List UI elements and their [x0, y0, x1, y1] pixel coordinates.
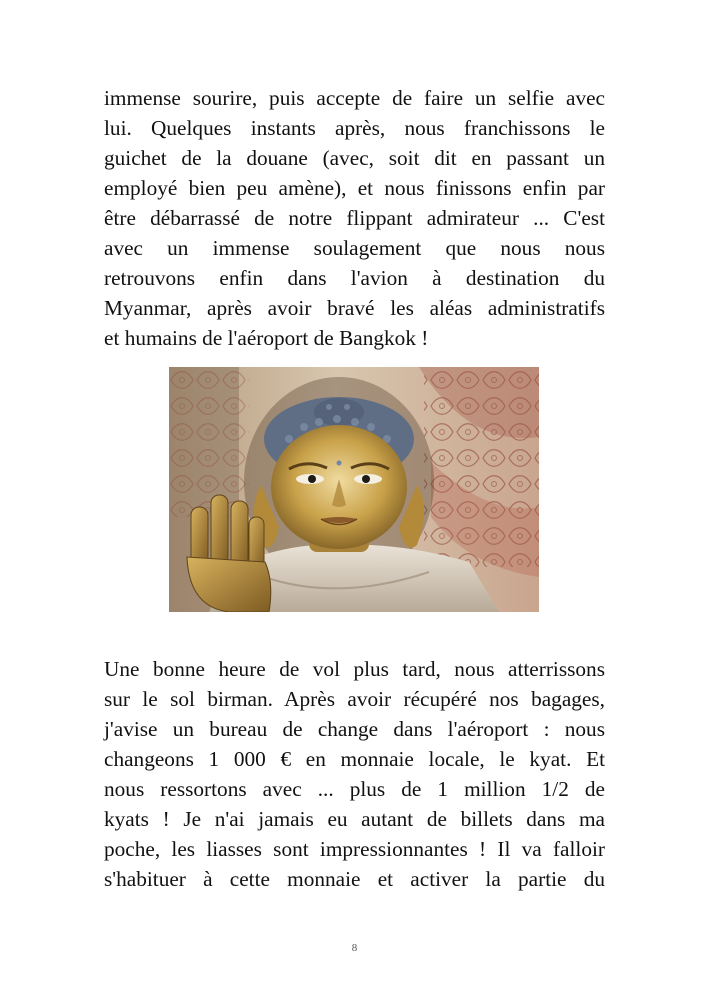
text-line: Une bonne heure de vol plus tard, nous atterrissons: [104, 657, 605, 681]
body-paragraph-1: [104, 83, 605, 353]
text-line: et humains de l'aéroport de Bangkok !: [104, 326, 429, 350]
text-line: employé bien peu amène), et nous finissons enfin par: [104, 176, 605, 200]
text-line: changeons 1 000 € en monnaie locale, le kyat. Et: [104, 747, 605, 771]
text-line: lui. Quelques instants après, nous franchissons le: [104, 116, 605, 140]
text-line: nous ressortons avec ... plus de 1 million 1/2 de: [104, 777, 605, 801]
page-number: 8: [351, 942, 358, 954]
text-line: j'avise un bureau de change dans l'aéroport : nous: [104, 717, 605, 741]
text-line: kyats ! Je n'ai jamais eu autant de billets dans ma: [104, 807, 605, 831]
buddha-photo: [169, 367, 539, 612]
text-line: être débarrassé de notre flippant admirateur ... C'est: [104, 206, 605, 230]
text-line: guichet de la douane (avec, soit dit en passant un: [104, 146, 605, 170]
text-line: sur le sol birman. Après avoir récupéré nos bagages,: [104, 687, 605, 711]
text-line: s'habituer à cette monnaie et activer la partie du: [104, 867, 605, 891]
body-paragraph-2: [104, 654, 605, 894]
text-line: Myanmar, après avoir bravé les aléas administratifs: [104, 296, 605, 320]
text-line: immense sourire, puis accepte de faire un selfie avec: [104, 86, 605, 110]
text-line: poche, les liasses sont impressionnantes ! Il va falloir: [104, 837, 605, 861]
text-line: retrouvons enfin dans l'avion à destination du: [104, 266, 605, 290]
text-line: avec un immense soulagement que nous nous: [104, 236, 605, 260]
